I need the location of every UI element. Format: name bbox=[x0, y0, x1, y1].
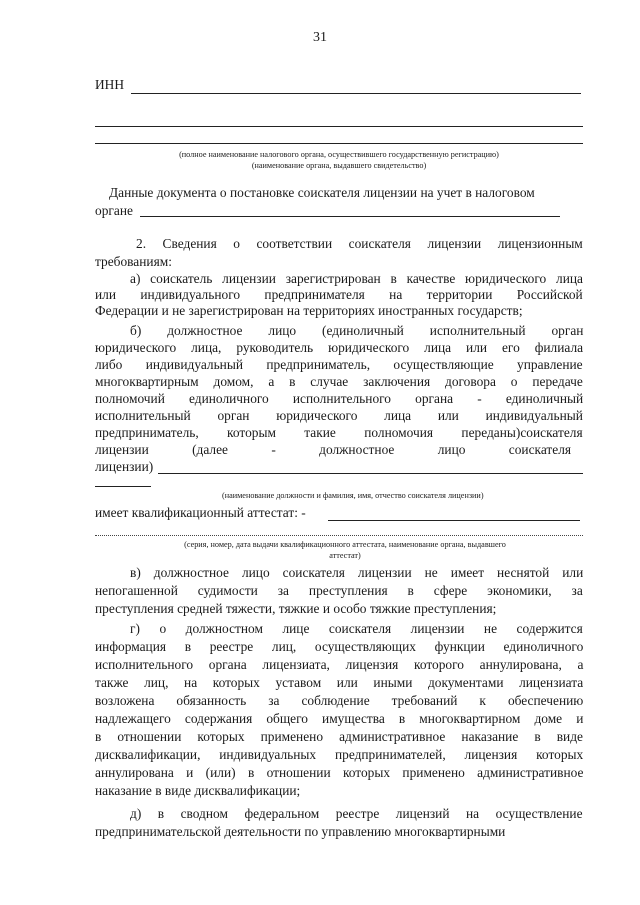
item-b-line: предприниматель, которым такие полномочия переданы)соискателя bbox=[95, 425, 583, 440]
item-b-line: лицензии) bbox=[95, 459, 154, 474]
item-d-line: д) в сводном федеральном реестре лицензий на осуществление bbox=[130, 806, 583, 821]
item-g-line: информация в реестре лиц, осуществляющих функции единоличного bbox=[95, 639, 584, 654]
item-b-line: полномочий единоличного исполнительного органа - единоличный bbox=[95, 391, 584, 406]
attestat-caption-cont: аттестат) bbox=[329, 551, 361, 560]
item-b-line: многоквартирным домом, а в случае заключения договора о передаче bbox=[95, 374, 583, 389]
item-g-line: возложена обязанность за соблюдение требований к обеспечению bbox=[95, 693, 584, 708]
page-number: 31 bbox=[313, 30, 327, 45]
attestat-dotted-line bbox=[95, 535, 583, 536]
attestat-caption: (серия, номер, дата выдачи квалификационного аттестата, наименование органа, выдавшего bbox=[184, 540, 506, 549]
inn-label: ИНН bbox=[95, 77, 125, 92]
item-g-line: аннулирована и (или) в отношении которых применено административное bbox=[95, 765, 584, 780]
tax-organ-blank-line-2 bbox=[95, 143, 583, 144]
item-b-line: исполнительный орган юридического лица или индивидуальный bbox=[95, 408, 583, 423]
item-g-line: исполнительного органа лицензиата, лицензия которого аннулирована, а bbox=[95, 657, 584, 672]
item-v-line: преступления средней тяжести, тяжкие и особо тяжкие преступления; bbox=[95, 601, 497, 616]
item-d-line: предпринимательской деятельности по управлению многоквартирными bbox=[95, 824, 506, 839]
section-2-heading: 2. Сведения о соответствии соискателя лицензии лицензионным bbox=[136, 236, 583, 251]
issuing-organ-caption: (наименование органа, выдавшего свидетельство) bbox=[251, 161, 427, 170]
item-b-line: б) должностное лицо (единоличный исполнительный орган bbox=[130, 323, 584, 338]
attestat-blank-line bbox=[328, 520, 580, 521]
item-b-line: лицензии (далее - должностное лицо соискателя bbox=[95, 442, 572, 457]
item-b-line: либо индивидуальный предприниматель, осуществляющие управление bbox=[95, 357, 583, 372]
tax-doc-text: Данные документа о постановке соискателя лицензии на учет в налоговом bbox=[109, 185, 535, 200]
tax-organ-blank-line-1 bbox=[95, 126, 583, 127]
item-g-line: г) о должностном лице соискателя лицензии не содержится bbox=[130, 621, 583, 636]
item-g-line: надлежащего содержания общего имущества в многоквартирном доме и bbox=[95, 711, 584, 726]
tax-organ-caption: (полное наименование налогового органа, осуществившего государственную регистрацию) bbox=[179, 150, 499, 159]
item-a-line: а) соискатель лицензии зарегистрирован в качестве юридического лица bbox=[130, 271, 583, 286]
item-g-line: в отношении которых применено административное наказание в виде bbox=[95, 729, 583, 744]
official-caption: (наименование должности и фамилия, имя, отчество соискателя лицензии) bbox=[222, 491, 484, 500]
attestat-label: имеет квалификационный аттестат: - bbox=[95, 505, 306, 520]
tax-doc-line-1 bbox=[109, 184, 583, 202]
item-g-line: также лиц, на которых уставом или иными документами лицензиата bbox=[95, 675, 584, 690]
official-blank-line-short bbox=[95, 486, 151, 487]
item-g-line: наказание в виде дисквалификации; bbox=[95, 783, 301, 798]
item-v-line: в) должностное лицо соискателя лицензии не имеет неснятой или bbox=[130, 565, 584, 580]
item-g-line: дисквалификации, индивидуальных предпринимателей, лицензия которых bbox=[95, 747, 584, 762]
tax-doc-blank-line bbox=[140, 216, 560, 217]
item-b-line: юридического лица, руководитель юридического лица или его филиала bbox=[95, 340, 584, 355]
official-blank-line bbox=[158, 473, 583, 474]
item-v-line: непогашенной судимости за преступления в сфере экономики, за bbox=[95, 583, 583, 598]
item-a-line: или индивидуального предпринимателя на территории Российской bbox=[95, 287, 583, 302]
tax-doc-line-2: органе bbox=[95, 203, 133, 218]
item-a-line: Федерации и не зарегистрирован на территориях иностранных государств; bbox=[95, 303, 523, 318]
inn-blank-line bbox=[131, 93, 581, 94]
section-2-heading-cont: требованиям: bbox=[95, 254, 172, 269]
